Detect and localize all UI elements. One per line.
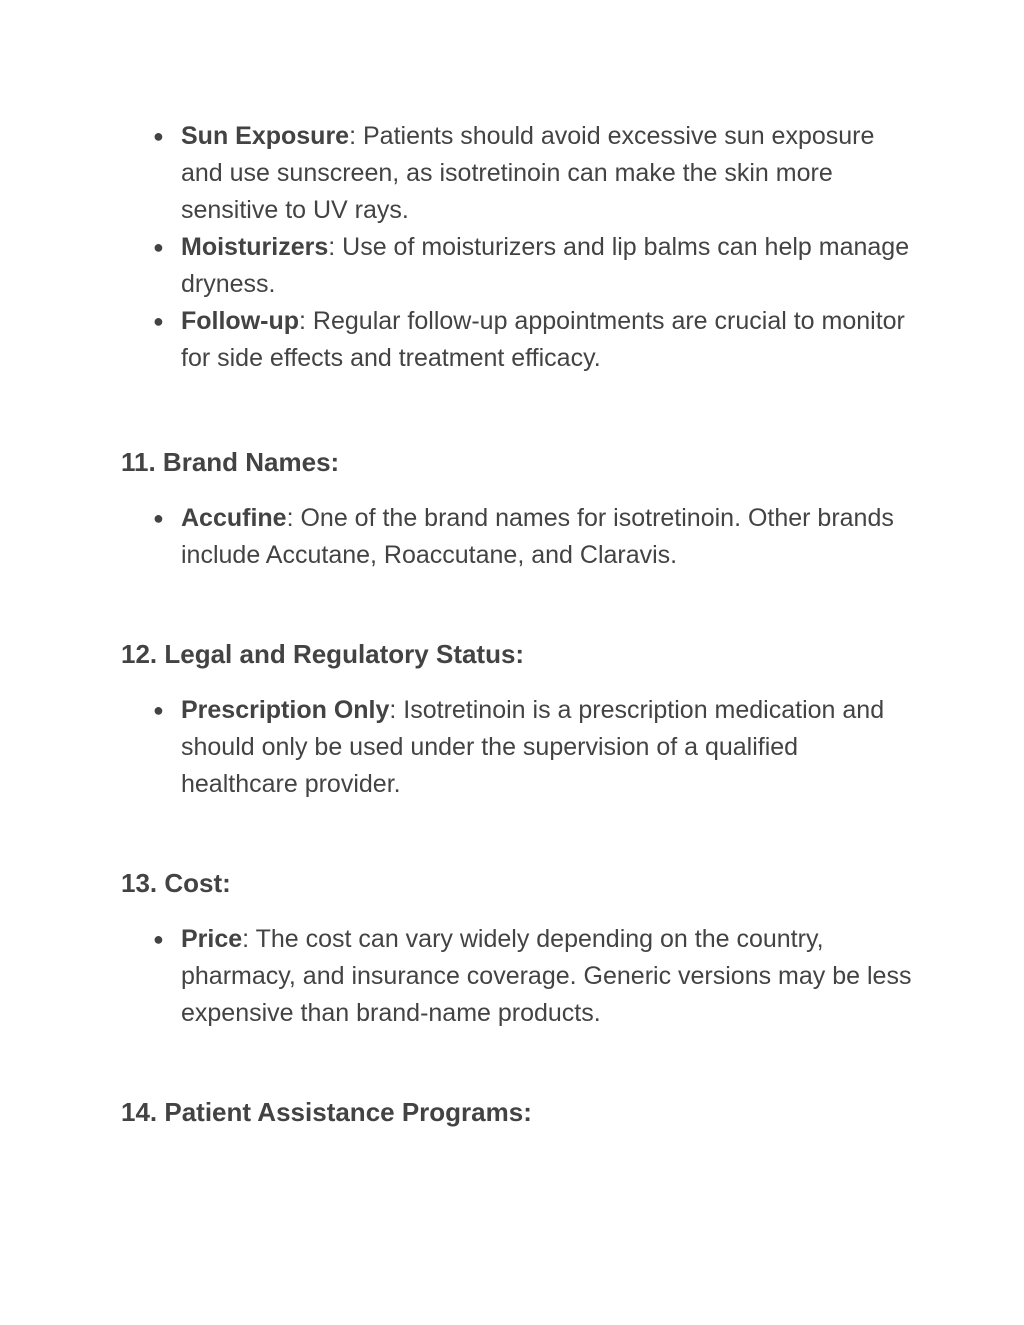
item-text: : Use of moisturizers and lip balms can help manage dryness. (181, 233, 910, 298)
item-text: : Patients should avoid excessive sun exposure and use sunscreen, as isotretinoin can make the skin more sensitive to UV rays. (181, 122, 875, 224)
section-heading-legal: 12. Legal and Regulatory Status: (121, 639, 525, 669)
brand-names-list (0, 500, 1024, 574)
item-term: Sun Exposure (181, 122, 350, 150)
item-term: Accufine (181, 504, 287, 532)
legal-list (0, 692, 1024, 803)
list-item (0, 500, 1024, 574)
bullet-icon: ● (153, 929, 164, 949)
cost-list (0, 921, 1024, 1032)
item-term: Prescription Only (181, 696, 390, 724)
bullet-icon: ● (153, 126, 164, 146)
item-text: : The cost can vary widely depending on the country, pharmacy, and insurance coverage. Generic versions may be less expensive than brand-name products. (181, 925, 912, 1027)
bullet-icon: ● (153, 237, 164, 257)
bullet-icon: ● (153, 508, 164, 528)
bullet-icon: ● (153, 311, 164, 331)
list-item (0, 692, 1024, 803)
list-item (0, 229, 1024, 303)
item-text: : Isotretinoin is a prescription medication and should only be used under the supervision of a qualified healthcare provider. (181, 696, 885, 798)
item-text: : One of the brand names for isotretinoin. Other brands include Accutane, Roaccutane, and Claravis. (181, 504, 894, 569)
section-heading-assistance: 14. Patient Assistance Programs: (121, 1097, 532, 1127)
precautions-list (0, 118, 1024, 377)
list-item (0, 921, 1024, 1032)
item-term: Moisturizers (181, 233, 329, 261)
list-item (0, 303, 1024, 377)
item-text: : Regular follow-up appointments are crucial to monitor for side effects and treatment efficacy. (181, 307, 905, 372)
section-heading-brand-names: 11. Brand Names: (121, 447, 340, 477)
item-term: Follow-up (181, 307, 300, 335)
item-term: Price (181, 925, 243, 953)
list-item (0, 118, 1024, 229)
bullet-icon: ● (153, 700, 164, 720)
section-heading-cost: 13. Cost: (121, 868, 231, 898)
